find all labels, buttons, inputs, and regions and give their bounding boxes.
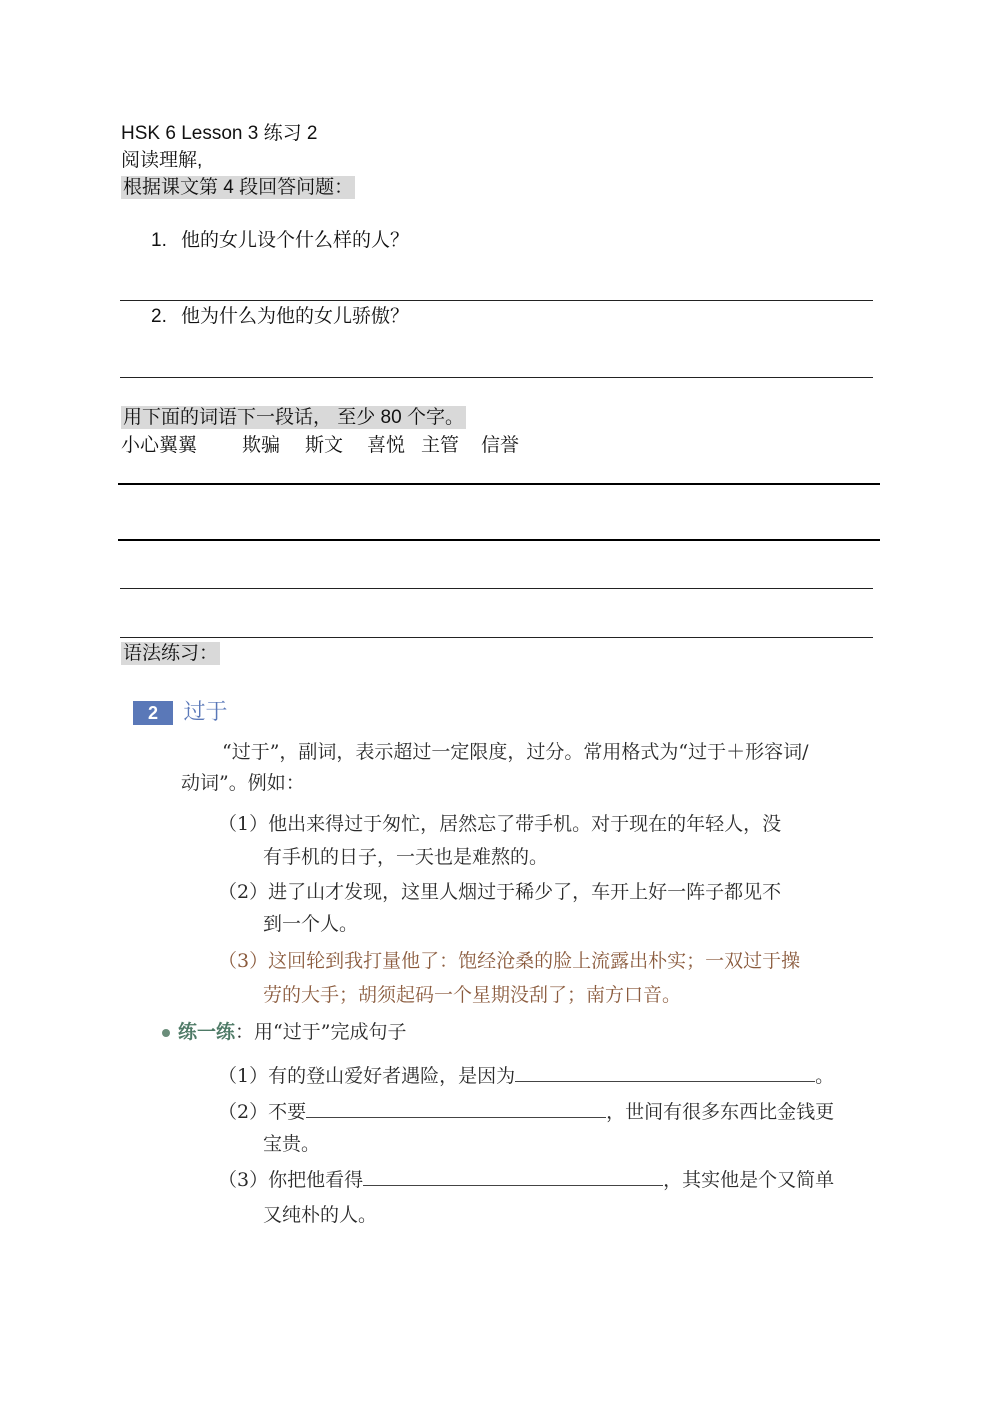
writing-line-2[interactable] xyxy=(118,539,880,541)
writing-line-4[interactable] xyxy=(120,637,873,638)
question-1-text: 他的女儿设个什么样的人？ xyxy=(181,230,410,251)
example-2 xyxy=(218,876,781,908)
practice-1-blank[interactable] xyxy=(515,1063,815,1082)
practice-2-blank[interactable] xyxy=(306,1099,606,1118)
practice-heading xyxy=(162,1016,406,1048)
practice-3-before: 你把他看得 xyxy=(268,1169,364,1191)
example-3-line1: 这回轮到我打量他了：饱经沧桑的脸上流露出朴实；一双过于操 xyxy=(268,950,801,972)
answer-line-1[interactable] xyxy=(120,300,873,301)
vocab-word: 欺骗 xyxy=(242,435,281,456)
example-2-number: （2） xyxy=(218,881,269,903)
practice-label: 练一练 xyxy=(178,1021,236,1043)
example-3-number: （3） xyxy=(218,950,269,972)
vocab-word: 喜悦 xyxy=(367,435,406,456)
section-reading-label: 阅读理解, xyxy=(121,150,203,171)
grammar-point-heading xyxy=(133,695,227,726)
practice-item-1 xyxy=(218,1060,834,1092)
practice-instruction: ：用“过于”完成句子 xyxy=(235,1021,407,1043)
question-1 xyxy=(151,229,409,253)
answer-line-2[interactable] xyxy=(120,377,873,378)
practice-2-number: （2） xyxy=(218,1101,269,1123)
example-3 xyxy=(218,945,800,977)
practice-1-after: 。 xyxy=(815,1065,835,1087)
grammar-explanation-line1: “过于”，副词，表示超过一定限度，过分。常用格式为“过于＋形容词/ xyxy=(222,741,809,763)
vocab-word: 小心翼翼 xyxy=(121,435,198,456)
grammar-point-title: 过于 xyxy=(183,700,228,725)
writing-instruction-text: 用下面的词语下一段话， 至少 80 个字。 xyxy=(123,407,464,428)
practice-1-before: 有的登山爱好者遇险，是因为 xyxy=(268,1065,516,1087)
grammar-label-text: 语法练习： xyxy=(123,643,219,664)
question-1-number: 1. xyxy=(151,230,167,251)
practice-3-after: ，其实他是个又简单 xyxy=(663,1169,835,1191)
worksheet-title: HSK 6 Lesson 3 练习 2 xyxy=(121,123,318,144)
question-2 xyxy=(151,305,409,329)
vocab-word: 信誉 xyxy=(481,435,520,456)
practice-3-line2: 又纯朴的人。 xyxy=(263,1204,378,1226)
practice-1-number: （1） xyxy=(218,1065,269,1087)
grammar-label xyxy=(121,642,220,666)
practice-2-after: ，世间有很多东西比金钱更 xyxy=(606,1101,835,1123)
practice-2-before: 不要 xyxy=(268,1101,307,1123)
question-2-number: 2. xyxy=(151,306,167,327)
example-1-line1: 他出来得过于匆忙，居然忘了带手机。对于现在的年轻人，没 xyxy=(268,813,782,835)
vocab-word: 主管 xyxy=(421,435,460,456)
grammar-explanation-line2: 动词”。例如： xyxy=(181,772,305,794)
reading-instruction-text: 根据课文第 4 段回答问题： xyxy=(123,177,354,198)
question-2-text: 他为什么为他的女儿骄傲？ xyxy=(181,306,410,327)
practice-3-number: （3） xyxy=(218,1169,269,1191)
bullet-icon xyxy=(162,1029,170,1037)
reading-instruction xyxy=(121,176,355,200)
practice-item-2 xyxy=(218,1096,834,1128)
practice-item-3 xyxy=(218,1164,834,1196)
practice-2-line2: 宝贵。 xyxy=(263,1133,321,1155)
writing-line-1[interactable] xyxy=(118,483,880,485)
example-3-line2: 劳的大手；胡须起码一个星期没刮了；南方口音。 xyxy=(263,984,682,1006)
grammar-point-badge: 2 xyxy=(133,701,173,725)
vocab-word: 斯文 xyxy=(305,435,344,456)
writing-line-3[interactable] xyxy=(120,588,873,589)
example-2-line1: 进了山才发现，这里人烟过于稀少了，车开上好一阵子都见不 xyxy=(268,881,782,903)
example-1-number: （1） xyxy=(218,813,269,835)
practice-3-blank[interactable] xyxy=(363,1167,663,1186)
example-1-line2: 有手机的日子，一天也是难熬的。 xyxy=(263,846,549,868)
example-1 xyxy=(218,808,781,840)
example-2-line2: 到一个人。 xyxy=(263,913,359,935)
writing-instruction xyxy=(121,406,466,430)
